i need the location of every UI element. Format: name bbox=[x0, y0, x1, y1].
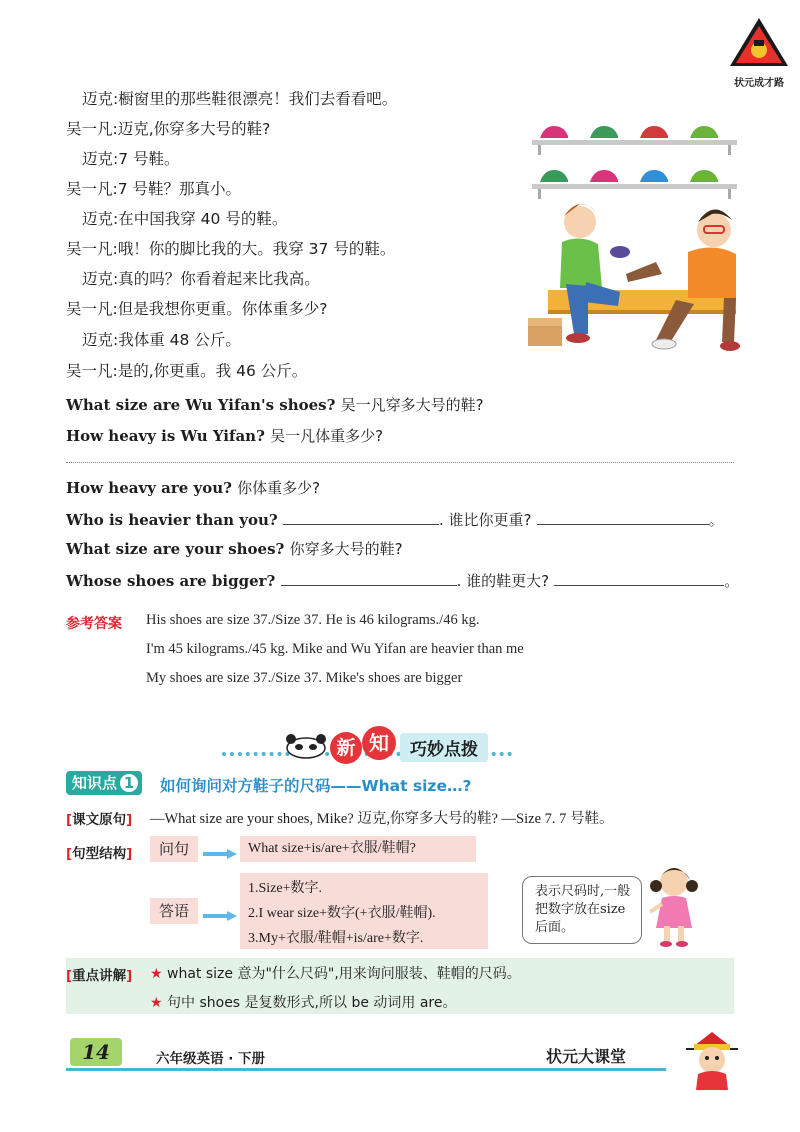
footer-brand: 状元大课堂 bbox=[546, 1047, 627, 1066]
tip-bubble-text: 表示尺码时,一般把数字放在size后面。 bbox=[535, 884, 631, 935]
mascot-illustration bbox=[682, 1028, 742, 1096]
answer-blank[interactable] bbox=[537, 508, 709, 525]
knowledge-label: 知识点 1 bbox=[66, 771, 142, 795]
dotted-divider bbox=[66, 462, 734, 463]
footer-grade: 六年级英语 · 下册 bbox=[156, 1051, 266, 1067]
footer-line bbox=[66, 1068, 666, 1071]
arrow-right-icon bbox=[203, 906, 237, 916]
banner-panda-icon bbox=[285, 733, 327, 763]
key-point-item: ★ what size 意为"什么尺码",用来询问服装、鞋帽的尺码。 bbox=[150, 966, 521, 982]
dialogue-line: 吴一凡:是的,你更重。我 46 公斤。 bbox=[66, 362, 308, 380]
tip-bubble bbox=[522, 876, 642, 944]
structure-label: [句型结构] bbox=[66, 846, 133, 862]
dialogue-line: 吴一凡:哦！你的脚比我的大。我穿 37 号的鞋。 bbox=[66, 240, 396, 258]
girl-illustration bbox=[644, 862, 706, 952]
brand-logo bbox=[728, 16, 790, 89]
dialogue-line: 吴一凡:迈克,你穿多大号的鞋? bbox=[66, 120, 271, 138]
original-text: —What size are your shoes, Mike? 迈克,你穿多大号的鞋? —Size 7. 7 号鞋。 bbox=[150, 811, 614, 827]
dialogue-line: 迈克:真的吗？你看着起来比我高。 bbox=[82, 270, 320, 288]
question-whose-bigger: Whose shoes are bigger? . 谁的鞋更大? 。 bbox=[66, 569, 739, 591]
dialogue-line: 吴一凡:但是我想你更重。你体重多少? bbox=[66, 300, 328, 318]
logo-triangle-icon bbox=[728, 16, 790, 68]
answer-line: My shoes are size 37./Size 37. Mike's shoes are bigger bbox=[146, 670, 463, 686]
dialogue-line: 迈克:橱窗里的那些鞋很漂亮！我们去看看吧。 bbox=[82, 90, 398, 108]
answer-pattern-line: 2.I wear size+数字(+衣服/鞋帽). bbox=[248, 906, 436, 921]
knowledge-title: 如何询问对方鞋子的尺码——What size…? bbox=[160, 777, 472, 795]
answer-blank[interactable] bbox=[283, 508, 439, 525]
shoe-shop-illustration bbox=[528, 112, 740, 362]
answer-blank[interactable] bbox=[554, 569, 724, 586]
answer-pattern-line: 3.My+衣服/鞋帽+is/are+数字. bbox=[248, 931, 424, 946]
star-icon: ★ bbox=[150, 995, 163, 1011]
question-weight: How heavy is Wu Yifan? 吴一凡体重多少? bbox=[66, 427, 384, 445]
star-icon: ★ bbox=[150, 966, 163, 982]
question-how-heavy: How heavy are you? 你体重多少? bbox=[66, 479, 321, 497]
key-points-label: [重点讲解] bbox=[66, 968, 133, 984]
question-shoe-size-you: What size are your shoes? 你穿多大号的鞋? bbox=[66, 540, 403, 558]
answer-pattern-line: 1.Size+数字. bbox=[248, 881, 322, 896]
dialogue-line: 吴一凡:7 号鞋？那真小。 bbox=[66, 180, 242, 198]
banner-xin: 新 bbox=[330, 732, 362, 764]
logo-text: 状元成才路 bbox=[734, 78, 784, 89]
answer-label-box: 答语 bbox=[150, 898, 198, 924]
answer-pattern-box bbox=[240, 873, 488, 949]
answers-label: 参考答案 bbox=[66, 616, 122, 632]
answer-line: His shoes are size 37./Size 37. He is 46 kilograms./46 kg. bbox=[146, 612, 480, 628]
key-point-item: ★ 句中 shoes 是复数形式,所以 be 动词用 are。 bbox=[150, 995, 457, 1011]
question-pattern-box: What size+is/are+衣服/鞋帽? bbox=[240, 836, 476, 862]
question-label-box: 问句 bbox=[150, 836, 198, 862]
dialogue-line: 迈克:在中国我穿 40 号的鞋。 bbox=[82, 210, 288, 228]
question-who-heavier: Who is heavier than you? . 谁比你更重? 。 bbox=[66, 508, 724, 530]
answer-line: I'm 45 kilograms./45 kg. Mike and Wu Yifan are heavier than me bbox=[146, 641, 524, 657]
banner-zhi: 知 bbox=[362, 726, 396, 760]
banner-title: 巧妙点拨 bbox=[400, 733, 488, 762]
arrow-right-icon bbox=[203, 844, 237, 854]
dialogue-line: 迈克:7 号鞋。 bbox=[82, 150, 180, 168]
answer-blank[interactable] bbox=[281, 569, 457, 586]
original-label: [课文原句] bbox=[66, 812, 133, 828]
dialogue-line: 迈克:我体重 48 公斤。 bbox=[82, 331, 241, 349]
question-shoe-size: What size are Wu Yifan's shoes? 吴一凡穿多大号的鞋? bbox=[66, 396, 484, 414]
page-number: 14 bbox=[70, 1038, 122, 1066]
